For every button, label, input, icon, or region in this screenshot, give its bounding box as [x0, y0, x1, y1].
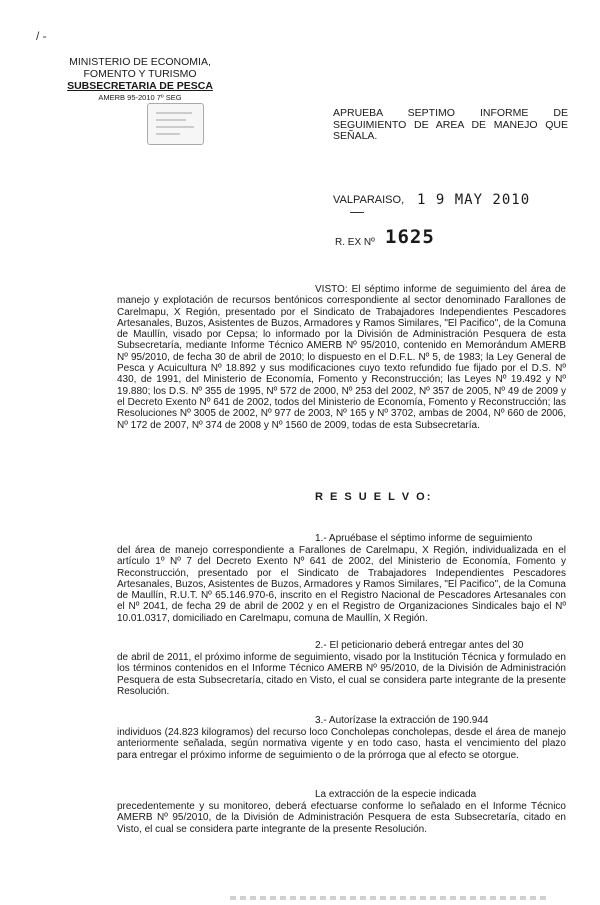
resolution-number: 1625 [385, 226, 435, 248]
place: VALPARAISO, [333, 194, 405, 206]
visto-text: El séptimo informe de seguimiento del área de manejo y explotación de recursos bentónicos correspondiente al sector denominado Farallones de Carelmapu, X Región, presentado por el Sindicato de Trabajadores Independientes Pescadores Artesanales, Buzos, Asistentes de Buzos, Armadores y Ramos Similares, "El Pacifico", de la Comuna de Maullín, visado por Cepsa; lo informado por la División de Administración Pesquera de esta Subsecretaría, mediante Informe Técnico AMERB Nº 95/2010, contenido en Memorándum AMERB Nº 95/2010, de fecha 30 de abril de 2010; lo dispuesto en el D.F.L. Nº 5, de 1983; la Ley General de Pesca y Acuicultura Nº 18.892 y sus modificaciones cuyo texto refundido fue fijado por el D.S. Nº 430, de 1991, del Ministerio de Economía, Fomento y Reconstrucción; las Leyes Nº 19.492 y Nº 19.880; los D.S. Nº 355 de 1995, Nº 572 de 2000, Nº 253 del 2002, Nº 357 de 2005, Nº 49 de 2009 y el Decreto Exento Nº 641 de 2002, todos del Ministerio de Economía, Fomento y Reconstrucción; las Resoluciones Nº 3005 de 2002, Nº 977 de 2003, Nº 165 y Nº 3702, ambas de 2004, Nº 660 de 2006, Nº 172 de 2007, Nº 374 de 2008 y Nº 1560 de 2009, todas de esta Subsecretaría. [117, 284, 566, 431]
amerb-code: AMERB 95-2010 7º SEG [98, 93, 182, 102]
extraction-paragraph-lead: La extracción de la especie indicada [315, 789, 477, 800]
article-1-lead: 1.- Apruébase el séptimo informe de seguimiento [315, 533, 533, 544]
article-3-text: individuos (24.823 kilogramos) del recurso loco Concholepas concholepas, desde el área de manejo anteriormente señalada, según normativa vigente y en todo caso, hasta el vencimiento del plazo para entregar el próximo informe de seguimiento o de la prórroga que al efecto se otorgue. [117, 727, 566, 761]
article-1-text: del área de manejo correspondiente a Farallones de Carelmapu, X Región, individualizada en el artículo 1º Nº 7 del Decreto Exento Nº 641 de 2002, del Ministerio de Economía, Fomento y Reconstrucción, presentado por el Sindicato de Trabajadores Independientes Pescadores Artesanales, Buzos, Asistentes de Buzos, Armadores y Ramos Similares, "El Pacifico", de la Comuna de Maullín, R.U.T. Nº 65.146.970-6, inscrito en el Registro Nacional de Pescadores Artesanales con el Nº 2041, de fecha 29 de abril de 2002 y en el Registro de Organizaciones Sindicales bajo el Nº 10.01.0317, domiciliado en Carelmapu, comuna de Maullín, X Región. [117, 545, 566, 624]
article-3-lead: 3.- Autorízase la extracción de 190.944 [315, 715, 489, 726]
resolution-summary: APRUEBA SEPTIMO INFORME DE SEGUIMIENTO DE AREA DE MANEJO QUE SEÑALA. [333, 107, 568, 142]
ministry-line-2: FOMENTO Y TURISMO [83, 68, 197, 80]
subsecretaria-name: SUBSECRETARIA DE PESCA [67, 80, 213, 92]
article-2-lead: 2.- El peticionario deberá entregar antes del 30 [315, 640, 524, 651]
date-stamp: 1 9 MAY 2010 [417, 192, 531, 208]
visto-paragraph [117, 284, 566, 431]
letterhead [60, 56, 220, 102]
extraction-paragraph-text: precedentemente y su monitoreo, deberá efectuarse conforme lo señalado en el Informe Técnico AMERB Nº 95/2010, de la División de Administración Pesquera de esta Subsecretaría, citado en Visto, el cual se considera parte integrante de la presente Resolución. [117, 801, 566, 835]
ministry-line-1: MINISTERIO DE ECONOMIA, [69, 56, 211, 68]
official-stamp [147, 103, 204, 145]
margin-mark: / - [36, 29, 47, 43]
resolution-number-label: R. EX Nº [335, 237, 375, 248]
visto-heading: VISTO: [315, 284, 348, 295]
divider [350, 212, 364, 213]
scan-artifact [230, 896, 550, 900]
article-2-text: de abril de 2011, el próximo informe de seguimiento, visado por la Institución Técnica y formulado en los términos contenidos en el Informe Técnico AMERB Nº 95/2010, de la División de Administración Pesquera de esta Subsecretaría, citado en Visto, el cual se considera parte integrante de la presente Resolución. [117, 652, 566, 697]
resuelvo-heading: R E S U E L V O: [315, 491, 433, 503]
